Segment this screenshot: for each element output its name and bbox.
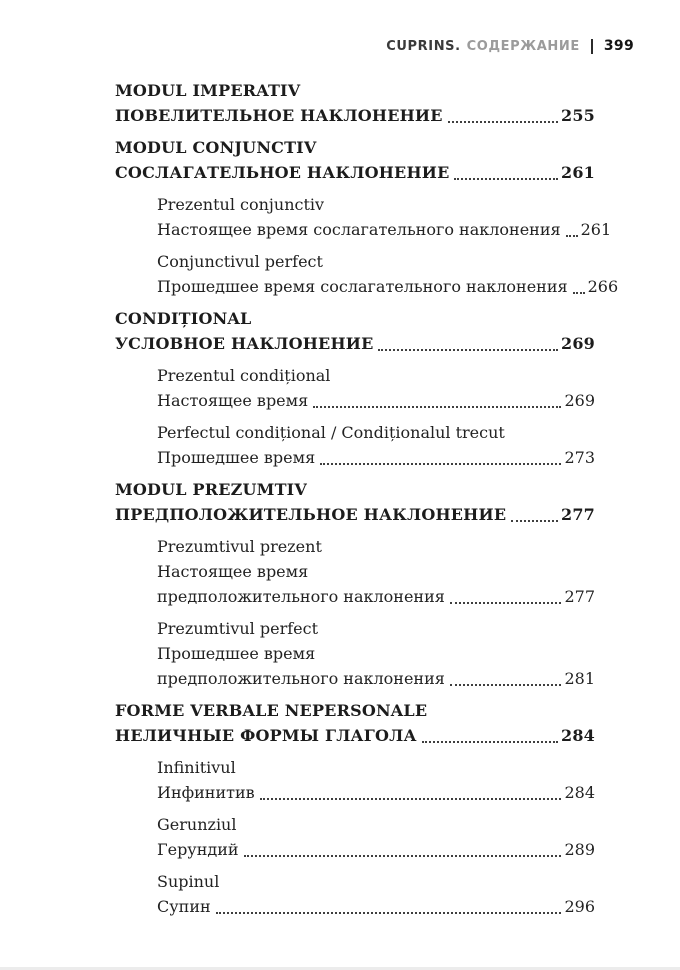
dotted-leader — [422, 741, 558, 743]
toc-entry — [115, 477, 595, 527]
running-header — [115, 38, 634, 54]
header-page-number: 399 — [603, 38, 634, 54]
toc-entry-page: 277 — [564, 587, 595, 606]
header-divider — [591, 39, 593, 54]
toc-entry-text: Infinitivul — [157, 758, 236, 777]
dotted-leader — [511, 520, 558, 522]
toc-entry-page: 261 — [561, 163, 595, 182]
toc-entry-line — [157, 249, 595, 274]
toc-entry-text: Supinul — [157, 872, 220, 891]
toc-entry-text: Прошедшее время — [157, 644, 316, 663]
toc-entry-line — [157, 812, 595, 837]
toc-entry-text: Настоящее время сослагательного наклонения — [157, 220, 561, 239]
toc-entry — [115, 135, 595, 185]
toc-entry-line — [115, 477, 595, 502]
toc-entry-line — [115, 135, 595, 160]
toc-entry-text: предположительного наклонения — [157, 669, 445, 688]
toc-entry-line — [157, 534, 595, 559]
toc-entry-text: Perfectul condițional / Condiționalul trecut — [157, 423, 505, 442]
dotted-leader — [573, 292, 585, 294]
toc-entry-text: Настоящее время — [157, 562, 309, 581]
toc-entry-text: Prezumtivul prezent — [157, 537, 322, 556]
dotted-leader — [260, 798, 562, 800]
toc-entry-text: FORME VERBALE NEPERSONALE — [115, 701, 428, 720]
dotted-leader — [566, 235, 578, 237]
toc-entry-page: 269 — [564, 391, 595, 410]
toc-entry-line — [157, 420, 595, 445]
dotted-leader — [313, 406, 561, 408]
toc-entry-text: Герундий — [157, 840, 239, 859]
toc-entry — [157, 616, 595, 691]
toc-entry-text: ПРЕДПОЛОЖИТЕЛЬНОЕ НАКЛОНЕНИЕ — [115, 505, 507, 524]
toc-entry-text: предположительного наклонения — [157, 587, 445, 606]
toc-entry-line — [157, 780, 595, 805]
toc-entry-page: 296 — [564, 897, 595, 916]
toc-entry-page: 277 — [561, 505, 595, 524]
dotted-leader — [378, 349, 558, 351]
toc-entry-text: Супин — [157, 897, 211, 916]
toc-entry-text: Conjunctivul perfect — [157, 252, 323, 271]
toc-entry-page: 281 — [564, 669, 595, 688]
toc-entry-line — [157, 584, 595, 609]
toc-entry-line — [157, 363, 595, 388]
toc-entry-line — [157, 217, 612, 242]
toc-entry-text: MODUL PREZUMTIV — [115, 480, 307, 499]
dotted-leader — [450, 602, 562, 604]
toc-entry — [157, 812, 595, 862]
toc-entry — [115, 306, 595, 356]
toc-entry-line — [157, 869, 595, 894]
toc-entry-page: 273 — [564, 448, 595, 467]
toc-entry-page: 284 — [561, 726, 595, 745]
toc-entry-text: СОСЛАГАТЕЛЬНОЕ НАКЛОНЕНИЕ — [115, 163, 450, 182]
toc-entry-line — [115, 103, 595, 128]
toc-entry-text: ПОВЕЛИТЕЛЬНОЕ НАКЛОНЕНИЕ — [115, 106, 443, 125]
toc-entry-text: Прошедшее время сослагательного наклонения — [157, 277, 568, 296]
toc-entry-text: Prezentul conjunctiv — [157, 195, 325, 214]
toc-entry-page: 269 — [561, 334, 595, 353]
toc-entry-line — [115, 306, 595, 331]
toc-entry-text: Настоящее время — [157, 391, 309, 410]
toc-entry-text: Prezumtivul perfect — [157, 619, 319, 638]
toc-entry — [157, 534, 595, 609]
toc-entry-text: MODUL CONJUNCTIV — [115, 138, 317, 157]
toc-entry-line — [115, 331, 595, 356]
toc-entry — [157, 420, 595, 470]
dotted-leader — [450, 684, 562, 686]
toc-entry-text: Прошедшее время — [157, 448, 316, 467]
toc-entry-text: Инфинитив — [157, 783, 255, 802]
toc-entry-line — [157, 894, 595, 919]
toc-entry-line — [115, 698, 595, 723]
toc-entry-line — [157, 388, 595, 413]
toc-entry-line — [157, 666, 595, 691]
toc-entry-page: 266 — [587, 277, 619, 296]
dotted-leader — [216, 912, 562, 914]
toc-entry-line — [157, 274, 619, 299]
toc-entry-text: НЕЛИЧНЫЕ ФОРМЫ ГЛАГОЛА — [115, 726, 417, 745]
dotted-leader — [454, 178, 558, 180]
toc-entry-page: 255 — [561, 106, 595, 125]
toc-entry — [157, 363, 595, 413]
toc-entry-text: MODUL IMPERATIV — [115, 81, 301, 100]
toc-entry-line — [157, 837, 595, 862]
toc-entry-line — [115, 78, 595, 103]
header-title-romanian: CUPRINS. — [386, 38, 461, 54]
toc-entry-text: УСЛОВНОЕ НАКЛОНЕНИЕ — [115, 334, 374, 353]
toc-entry-line — [157, 559, 595, 584]
toc-entry — [115, 78, 595, 128]
toc-entry-line — [157, 755, 595, 780]
toc-list — [115, 78, 619, 919]
toc-entry — [157, 249, 619, 299]
toc-entry-line — [157, 445, 595, 470]
toc-entry — [115, 698, 595, 748]
toc-entry-line — [157, 641, 595, 666]
toc-entry-line — [115, 723, 595, 748]
toc-entry-text: Gerunziul — [157, 815, 237, 834]
dotted-leader — [448, 121, 558, 123]
toc-entry-page: 289 — [564, 840, 595, 859]
toc-entry-page: 284 — [564, 783, 595, 802]
toc-entry-text: Prezentul condițional — [157, 366, 331, 385]
header-title-russian: СОДЕРЖАНИЕ — [466, 38, 580, 54]
toc-entry-page: 261 — [580, 220, 612, 239]
toc-entry-text: CONDIȚIONAL — [115, 309, 252, 328]
toc-entry-line — [115, 160, 595, 185]
toc-entry-line — [115, 502, 595, 527]
toc-entry — [157, 869, 595, 919]
toc-entry-line — [157, 616, 595, 641]
toc-entry — [157, 192, 612, 242]
toc-entry-line — [157, 192, 595, 217]
toc-entry — [157, 755, 595, 805]
dotted-leader — [244, 855, 562, 857]
dotted-leader — [320, 463, 561, 465]
